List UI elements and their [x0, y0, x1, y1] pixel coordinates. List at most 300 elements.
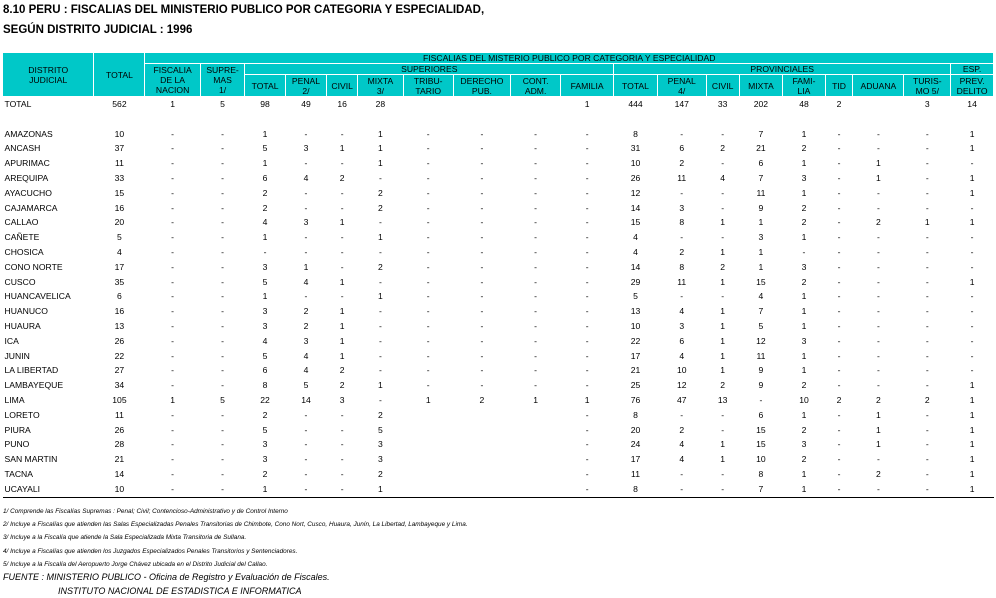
value-cell: -: [145, 349, 200, 364]
value-cell: 4: [657, 349, 706, 364]
value-cell: -: [200, 245, 245, 260]
value-cell: -: [511, 141, 561, 156]
value-cell: 3: [245, 260, 285, 275]
value-cell: 2: [783, 275, 826, 290]
value-cell: 2: [327, 378, 358, 393]
value-cell: -: [951, 230, 994, 245]
table-row: [3, 349, 994, 364]
value-cell: 4: [657, 437, 706, 452]
value-cell: -: [904, 452, 951, 467]
value-cell: 2: [706, 260, 739, 275]
value-cell: -: [904, 378, 951, 393]
header-prov-turismo: TURIS- MO 5/: [904, 75, 951, 97]
value-cell: -: [145, 467, 200, 482]
value-cell: 2: [825, 97, 853, 112]
value-cell: -: [200, 467, 245, 482]
value-cell: -: [825, 275, 853, 290]
value-cell: 3: [657, 201, 706, 216]
value-cell: -: [453, 245, 510, 260]
value-cell: -: [825, 201, 853, 216]
value-cell: 25: [614, 378, 658, 393]
value-cell: -: [951, 201, 994, 216]
value-cell: -: [145, 408, 200, 423]
value-cell: 2: [358, 467, 404, 482]
value-cell: -: [285, 437, 326, 452]
value-cell: 1: [951, 423, 994, 438]
value-cell: -: [403, 215, 453, 230]
value-cell: -: [145, 452, 200, 467]
value-cell: -: [706, 289, 739, 304]
value-cell: 5: [245, 423, 285, 438]
value-cell: 22: [614, 334, 658, 349]
value-cell: 5: [200, 97, 245, 112]
value-cell: -: [825, 467, 853, 482]
value-cell: -: [825, 260, 853, 275]
header-prov-aduana: ADUANA: [853, 75, 904, 97]
value-cell: -: [145, 275, 200, 290]
value-cell: [453, 408, 510, 423]
value-cell: 5: [245, 275, 285, 290]
value-cell: 4: [706, 171, 739, 186]
header-fiscalia-nacion: FISCALIA DE LA NACION: [145, 64, 200, 97]
value-cell: -: [951, 245, 994, 260]
value-cell: -: [904, 467, 951, 482]
fiscalias-table: [2, 52, 994, 498]
value-cell: 2: [245, 408, 285, 423]
value-cell: -: [200, 437, 245, 452]
value-cell: 1: [783, 230, 826, 245]
value-cell: 8: [739, 467, 783, 482]
value-cell: -: [285, 186, 326, 201]
value-cell: 2: [783, 141, 826, 156]
value-cell: -: [453, 171, 510, 186]
footnote: 3/ Incluye a la Fiscalía que atiende la Sala Especializada Mixta Transitoria de Sullana.: [3, 531, 468, 544]
value-cell: 24: [614, 437, 658, 452]
value-cell: -: [358, 304, 404, 319]
value-cell: -: [245, 245, 285, 260]
value-cell: 2: [285, 304, 326, 319]
value-cell: -: [327, 289, 358, 304]
value-cell: -: [403, 289, 453, 304]
value-cell: -: [853, 378, 904, 393]
district-cell: AMAZONAS: [3, 127, 94, 142]
value-cell: -: [825, 349, 853, 364]
value-cell: 3: [739, 230, 783, 245]
district-cell: APURIMAC: [3, 156, 94, 171]
table-body: [3, 97, 994, 498]
value-cell: 1: [706, 319, 739, 334]
value-cell: -: [327, 408, 358, 423]
value-cell: 1: [358, 378, 404, 393]
value-cell: 7: [739, 482, 783, 497]
value-cell: -: [657, 482, 706, 497]
value-cell: 1: [783, 127, 826, 142]
value-cell: 3: [245, 437, 285, 452]
value-cell: -: [561, 452, 614, 467]
value-cell: 28: [358, 97, 404, 112]
header-prov-tid: TID: [825, 75, 853, 97]
value-cell: -: [285, 452, 326, 467]
value-cell: -: [706, 127, 739, 142]
table-row: [3, 437, 994, 452]
value-cell: 2: [783, 378, 826, 393]
value-cell: -: [200, 289, 245, 304]
value-cell: 1: [951, 215, 994, 230]
value-cell: -: [853, 363, 904, 378]
value-cell: 4: [285, 275, 326, 290]
value-cell: 8: [245, 378, 285, 393]
value-cell: 1: [783, 186, 826, 201]
value-cell: 2: [358, 408, 404, 423]
value-cell: 15: [739, 275, 783, 290]
value-cell: 4: [94, 245, 145, 260]
value-cell: 1: [327, 349, 358, 364]
value-cell: -: [200, 141, 245, 156]
value-cell: 2: [706, 141, 739, 156]
district-cell: CONO NORTE: [3, 260, 94, 275]
value-cell: 5: [245, 141, 285, 156]
value-cell: 1: [245, 230, 285, 245]
value-cell: -: [327, 260, 358, 275]
value-cell: -: [951, 289, 994, 304]
value-cell: 10: [614, 156, 658, 171]
value-cell: -: [904, 245, 951, 260]
value-cell: 1: [783, 319, 826, 334]
value-cell: 2: [358, 260, 404, 275]
value-cell: -: [561, 482, 614, 497]
value-cell: 1: [951, 393, 994, 408]
value-cell: -: [853, 334, 904, 349]
value-cell: -: [904, 423, 951, 438]
district-cell: AYACUCHO: [3, 186, 94, 201]
value-cell: -: [327, 186, 358, 201]
value-cell: 562: [94, 97, 145, 112]
value-cell: -: [145, 245, 200, 260]
value-cell: 4: [657, 304, 706, 319]
value-cell: 35: [94, 275, 145, 290]
value-cell: 1: [739, 260, 783, 275]
value-cell: -: [561, 378, 614, 393]
header-superiores: SUPERIORES: [245, 64, 614, 75]
value-cell: -: [403, 260, 453, 275]
value-cell: 1: [245, 156, 285, 171]
value-cell: 1: [285, 260, 326, 275]
value-cell: -: [453, 334, 510, 349]
value-cell: 7: [739, 304, 783, 319]
value-cell: 3: [358, 437, 404, 452]
value-cell: -: [951, 319, 994, 334]
value-cell: 16: [327, 97, 358, 112]
table-row: [3, 275, 994, 290]
district-cell: PIURA: [3, 423, 94, 438]
value-cell: [511, 467, 561, 482]
value-cell: 2: [245, 186, 285, 201]
district-cell: CAÑETE: [3, 230, 94, 245]
value-cell: [511, 408, 561, 423]
value-cell: 26: [94, 423, 145, 438]
value-cell: -: [853, 201, 904, 216]
value-cell: 7: [739, 171, 783, 186]
value-cell: -: [706, 186, 739, 201]
value-cell: -: [511, 260, 561, 275]
value-cell: -: [825, 215, 853, 230]
value-cell: 105: [94, 393, 145, 408]
value-cell: 1: [951, 437, 994, 452]
value-cell: -: [825, 304, 853, 319]
value-cell: -: [453, 378, 510, 393]
value-cell: 2: [783, 423, 826, 438]
value-cell: -: [511, 275, 561, 290]
value-cell: -: [403, 141, 453, 156]
value-cell: -: [706, 201, 739, 216]
value-cell: -: [453, 319, 510, 334]
value-cell: -: [825, 319, 853, 334]
value-cell: 1: [358, 127, 404, 142]
value-cell: 26: [614, 171, 658, 186]
header-sup-familia: FAMILIA: [561, 75, 614, 97]
value-cell: -: [904, 201, 951, 216]
value-cell: -: [403, 304, 453, 319]
value-cell: 1: [951, 186, 994, 201]
value-cell: 2: [825, 393, 853, 408]
value-cell: 16: [94, 201, 145, 216]
value-cell: 4: [614, 230, 658, 245]
value-cell: 1: [783, 349, 826, 364]
table-row: [3, 260, 994, 275]
value-cell: 1: [706, 275, 739, 290]
value-cell: -: [511, 127, 561, 142]
value-cell: 10: [614, 319, 658, 334]
value-cell: -: [657, 127, 706, 142]
value-cell: 5: [614, 289, 658, 304]
value-cell: 6: [739, 156, 783, 171]
header-sup-derecho-pub: DERECHO PUB.: [453, 75, 510, 97]
value-cell: [453, 452, 510, 467]
value-cell: 21: [94, 452, 145, 467]
value-cell: 10: [94, 127, 145, 142]
value-cell: 14: [614, 260, 658, 275]
value-cell: 17: [614, 452, 658, 467]
table-row: [3, 171, 994, 186]
table-row: [3, 289, 994, 304]
value-cell: 202: [739, 97, 783, 112]
value-cell: -: [403, 349, 453, 364]
value-cell: -: [511, 201, 561, 216]
value-cell: -: [145, 230, 200, 245]
value-cell: -: [145, 363, 200, 378]
value-cell: 3: [358, 452, 404, 467]
value-cell: 14: [285, 393, 326, 408]
value-cell: -: [904, 363, 951, 378]
value-cell: 8: [657, 260, 706, 275]
value-cell: -: [657, 186, 706, 201]
value-cell: -: [200, 378, 245, 393]
value-cell: -: [561, 423, 614, 438]
value-cell: -: [285, 156, 326, 171]
value-cell: 1: [706, 349, 739, 364]
value-cell: 8: [614, 127, 658, 142]
value-cell: -: [951, 363, 994, 378]
value-cell: 1: [853, 156, 904, 171]
value-cell: -: [657, 408, 706, 423]
value-cell: [511, 452, 561, 467]
table-row: [3, 423, 994, 438]
value-cell: 3: [783, 334, 826, 349]
value-cell: -: [327, 245, 358, 260]
value-cell: -: [145, 319, 200, 334]
value-cell: -: [904, 275, 951, 290]
value-cell: 1: [706, 437, 739, 452]
district-cell: TOTAL: [3, 97, 94, 112]
value-cell: -: [327, 467, 358, 482]
value-cell: -: [358, 393, 404, 408]
value-cell: -: [511, 156, 561, 171]
value-cell: 16: [94, 304, 145, 319]
value-cell: 2: [853, 215, 904, 230]
value-cell: 6: [657, 141, 706, 156]
value-cell: 5: [200, 393, 245, 408]
value-cell: -: [145, 437, 200, 452]
value-cell: [453, 482, 510, 497]
value-cell: -: [403, 319, 453, 334]
value-cell: 2: [657, 156, 706, 171]
value-cell: -: [825, 171, 853, 186]
table-row: [3, 127, 994, 142]
value-cell: -: [145, 304, 200, 319]
value-cell: 1: [511, 393, 561, 408]
value-cell: -: [453, 260, 510, 275]
value-cell: -: [200, 230, 245, 245]
table-row: [3, 230, 994, 245]
value-cell: 3: [783, 260, 826, 275]
value-cell: -: [951, 349, 994, 364]
value-cell: [511, 437, 561, 452]
source-text: FUENTE : MINISTERIO PUBLICO - Oficina de Registro y Evaluación de Fiscales.: [3, 571, 330, 585]
value-cell: 1: [145, 393, 200, 408]
value-cell: -: [200, 275, 245, 290]
value-cell: -: [200, 363, 245, 378]
value-cell: 2: [358, 201, 404, 216]
value-cell: 1: [951, 127, 994, 142]
value-cell: -: [403, 378, 453, 393]
value-cell: 9: [739, 201, 783, 216]
value-cell: 15: [739, 423, 783, 438]
value-cell: [853, 97, 904, 112]
value-cell: 10: [94, 482, 145, 497]
value-cell: -: [403, 230, 453, 245]
value-cell: 4: [614, 245, 658, 260]
value-cell: -: [145, 482, 200, 497]
value-cell: 10: [657, 363, 706, 378]
value-cell: -: [904, 304, 951, 319]
value-cell: 20: [614, 423, 658, 438]
value-cell: -: [951, 260, 994, 275]
value-cell: -: [951, 304, 994, 319]
value-cell: -: [825, 482, 853, 497]
value-cell: 1: [706, 215, 739, 230]
value-cell: -: [327, 482, 358, 497]
value-cell: -: [904, 349, 951, 364]
value-cell: -: [853, 186, 904, 201]
value-cell: 1: [853, 423, 904, 438]
value-cell: 2: [453, 393, 510, 408]
value-cell: -: [657, 467, 706, 482]
value-cell: -: [358, 363, 404, 378]
value-cell: 1: [739, 245, 783, 260]
value-cell: 1: [853, 437, 904, 452]
value-cell: 11: [94, 408, 145, 423]
value-cell: -: [358, 245, 404, 260]
district-cell: SAN MARTIN: [3, 452, 94, 467]
value-cell: -: [327, 452, 358, 467]
footnote: 2/ Incluye a Fiscalías que atienden las Salas Especializadas Penales Transitorias de Chimbote, Cono Nort, Cusco, Huaura, Junín, La Libertad, Lambayeque y Lima.: [3, 518, 468, 531]
value-cell: -: [511, 378, 561, 393]
value-cell: 2: [245, 201, 285, 216]
value-cell: -: [327, 423, 358, 438]
value-cell: 11: [739, 349, 783, 364]
value-cell: -: [453, 289, 510, 304]
value-cell: -: [706, 482, 739, 497]
value-cell: 34: [94, 378, 145, 393]
value-cell: 1: [853, 408, 904, 423]
value-cell: 21: [739, 141, 783, 156]
table-row: [3, 378, 994, 393]
value-cell: [403, 423, 453, 438]
value-cell: -: [783, 245, 826, 260]
value-cell: -: [200, 201, 245, 216]
value-cell: 1: [327, 275, 358, 290]
value-cell: [403, 482, 453, 497]
district-cell: ICA: [3, 334, 94, 349]
value-cell: -: [561, 215, 614, 230]
value-cell: -: [511, 349, 561, 364]
value-cell: 11: [657, 171, 706, 186]
district-cell: HUAURA: [3, 319, 94, 334]
value-cell: -: [403, 334, 453, 349]
value-cell: -: [453, 201, 510, 216]
value-cell: 76: [614, 393, 658, 408]
value-cell: -: [561, 275, 614, 290]
value-cell: -: [904, 334, 951, 349]
value-cell: -: [825, 141, 853, 156]
value-cell: [511, 423, 561, 438]
table-row: [3, 156, 994, 171]
district-cell: CHOSICA: [3, 245, 94, 260]
value-cell: 11: [94, 156, 145, 171]
value-cell: 7: [739, 127, 783, 142]
value-cell: 1: [951, 452, 994, 467]
value-cell: 1: [706, 245, 739, 260]
value-cell: 13: [706, 393, 739, 408]
value-cell: -: [561, 186, 614, 201]
value-cell: 4: [245, 215, 285, 230]
value-cell: 4: [285, 171, 326, 186]
header-esp: ESP.: [951, 64, 994, 75]
value-cell: 26: [94, 334, 145, 349]
value-cell: -: [951, 156, 994, 171]
value-cell: -: [904, 230, 951, 245]
value-cell: -: [200, 334, 245, 349]
value-cell: 3: [285, 215, 326, 230]
value-cell: 4: [245, 334, 285, 349]
footnote: 4/ Incluye a Fiscalías que atienden los Juzgados Especializados Penales Transitorios y Sentenciadores.: [3, 545, 468, 558]
value-cell: 1: [951, 275, 994, 290]
value-cell: -: [706, 230, 739, 245]
value-cell: 3: [285, 334, 326, 349]
value-cell: 15: [94, 186, 145, 201]
value-cell: 3: [245, 319, 285, 334]
value-cell: 4: [285, 349, 326, 364]
